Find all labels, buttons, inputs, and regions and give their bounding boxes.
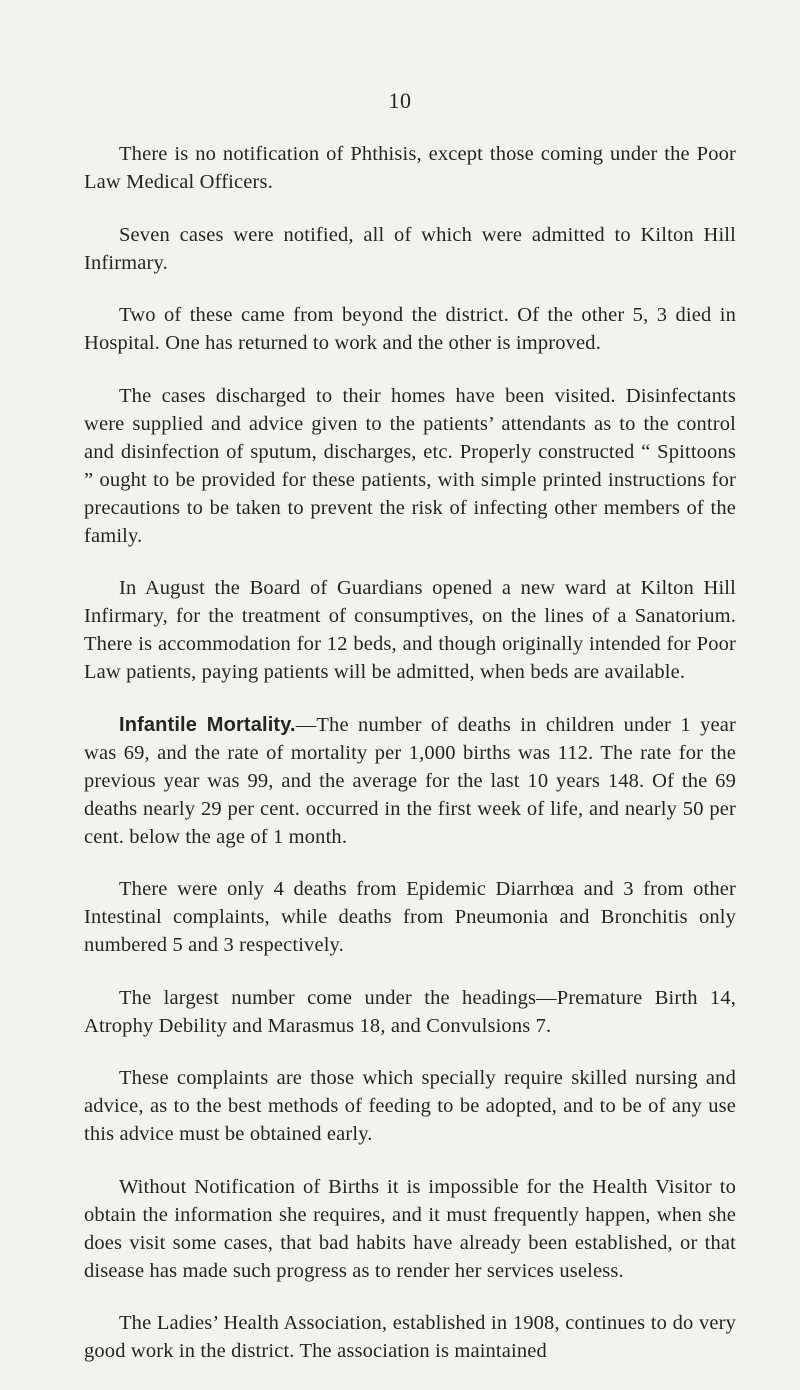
paragraph-notification-of-births: Without Notification of Births it is impossible for the Health Visitor to obtain the information she requires, and it must frequently happen, when she does visit some cases, that bad habits have already been established, or that disease has made such progress as to render her services useless. — [84, 1175, 736, 1282]
section-heading-infantile-mortality: Infantile Mortality. — [119, 713, 296, 736]
paragraph-new-ward: In August the Board of Guardians opened a new ward at Kilton Hill Infirmary, for the treatment of consumptives, on the lines of a Sanatorium. There is accommodation for 12 beds, and though originally intended for Poor Law patients, paying patients will be admitted, when beds are available. — [84, 577, 736, 683]
paragraph-epidemic-deaths: There were only 4 deaths from Epidemic Diarrhœa and 3 from other Intestinal complaints, while deaths from Pneumonia and Bronchitis only numbered 5 and 3 respectively. — [84, 878, 736, 956]
paragraph-infantile-mortality — [84, 711, 736, 851]
paragraph-health-association: The Ladies’ Health Association, established in 1908, continues to do very good work in the district. The association is maintained — [84, 1312, 736, 1362]
infantile-mortality-text: —The number of deaths in children under 1 year was 69, and the rate of mortality per 1,000 births was 112. The rate for the previous year was 99, and the average for the last 10 years 148. Of the 69 deaths nearly 29 per cent. occurred in the first week of life, and nearly 50 per cent. below the age of 1 month. — [84, 713, 736, 848]
paragraph-phthisis-notification: There is no notification of Phthisis, except those coming under the Poor Law Medical Officers. — [84, 143, 736, 193]
paragraph-largest-causes: The largest number come under the headings—Premature Birth 14, Atrophy Debility and Marasmus 18, and Convulsions 7. — [84, 986, 736, 1037]
paragraph-case-outcomes: Two of these came from beyond the district. Of the other 5, 3 died in Hospital. One has returned to work and the other is improved. — [84, 304, 736, 354]
paragraph-skilled-nursing: These complaints are those which specially require skilled nursing and advice, as to the best methods of feeding to be adopted, and to be of any use this advice must be obtained early. — [84, 1067, 736, 1145]
page-number: 10 — [388, 88, 412, 113]
paragraph-discharged-cases: The cases discharged to their homes have been visited. Disinfectants were supplied and advice given to the patients’ attendants as to the control and disinfection of sputum, discharges, etc. Properly constructed “ Spittoons ” ought to be provided for these patients, with simple printed instructions for precautions to be taken to prevent the risk of infecting other members of the family. — [84, 384, 736, 547]
report-body — [84, 140, 736, 1390]
paragraph-cases-notified: Seven cases were notified, all of which were admitted to Kilton Hill Infirmary. — [84, 223, 736, 274]
